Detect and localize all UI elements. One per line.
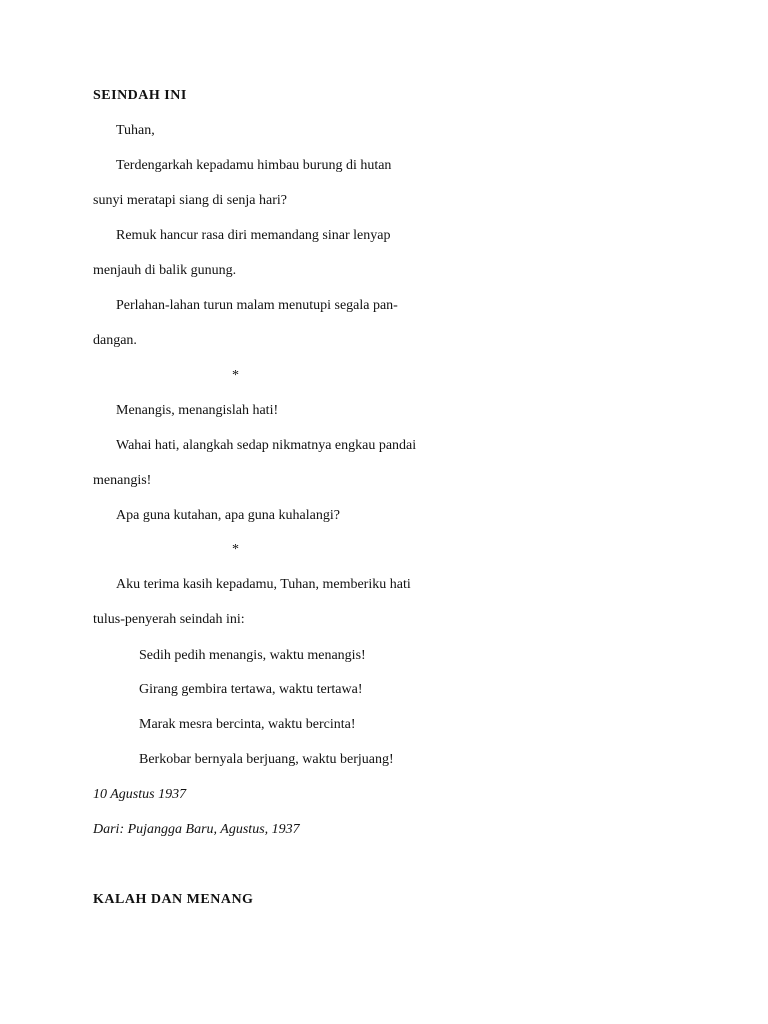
stanza-separator: * [232, 542, 239, 557]
poem-line: Menangis, menangislah hati! [116, 403, 279, 418]
poem-line: Wahai hati, alangkah sedap nikmatnya engkau pandai [116, 438, 417, 453]
poem-line: Terdengarkah kepadamu himbau burung di hutan [116, 158, 392, 173]
poem-line: Tuhan, [116, 123, 155, 138]
poem-line: Perlahan-lahan turun malam menutupi segala pan- [116, 298, 398, 313]
poem-line: Apa guna kutahan, apa guna kuhalangi? [116, 508, 340, 523]
poem-line: tulus-penyerah seindah ini: [93, 612, 245, 627]
poem-line: menjauh di balik gunung. [93, 263, 237, 278]
poem-line: Remuk hancur rasa diri memandang sinar lenyap [116, 228, 391, 243]
poem-title: SEINDAH INI [93, 88, 187, 103]
poem-line: menangis! [93, 473, 152, 488]
poem-line: Aku terima kasih kepadamu, Tuhan, memberiku hati [116, 577, 411, 592]
poem-line: dangan. [93, 333, 137, 348]
poem-line: Berkobar bernyala berjuang, waktu berjuang! [139, 752, 394, 767]
stanza-separator: * [232, 368, 239, 383]
poem-date: 10 Agustus 1937 [93, 787, 187, 802]
poem-line: Marak mesra bercinta, waktu bercinta! [139, 717, 356, 732]
poem-line: sunyi meratapi siang di senja hari? [93, 193, 287, 208]
poem-line: Girang gembira tertawa, waktu tertawa! [139, 682, 363, 697]
poem-title: KALAH DAN MENANG [93, 892, 254, 907]
poem-line: Sedih pedih menangis, waktu menangis! [139, 648, 366, 663]
poem-source: Dari: Pujangga Baru, Agustus, 1937 [93, 822, 300, 837]
